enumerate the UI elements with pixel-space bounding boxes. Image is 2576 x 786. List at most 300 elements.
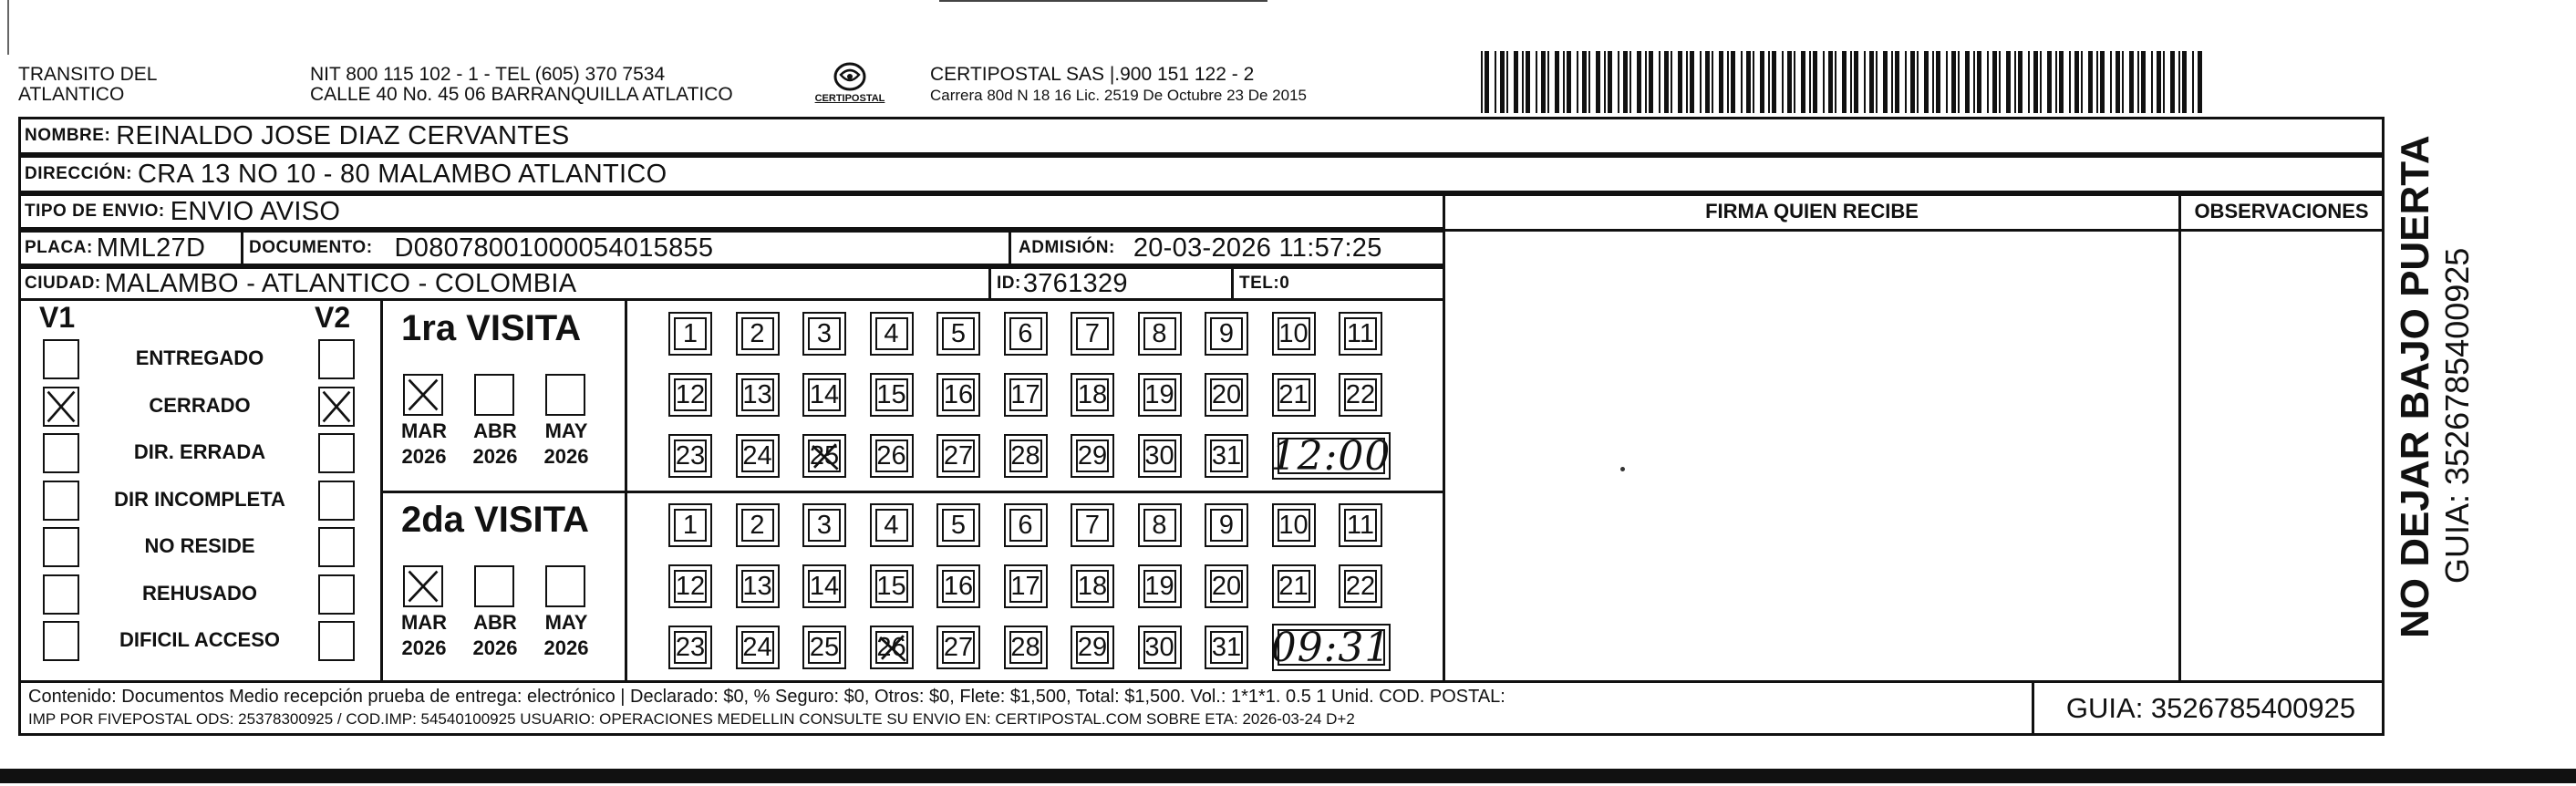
top-edge-line (939, 0, 1267, 2)
day-box[interactable] (1272, 373, 1316, 417)
day-box[interactable] (1205, 373, 1248, 417)
obs-divider (2181, 229, 2382, 232)
day-number: 10 (1278, 510, 1309, 540)
barcode-bar (1850, 51, 1852, 113)
barcode-bar (1801, 51, 1805, 113)
admision-label: ADMISIÓN: (1019, 238, 1115, 257)
day-number: 14 (809, 379, 840, 409)
day-number: 6 (1018, 318, 1033, 348)
day-box[interactable] (802, 564, 846, 608)
day-box[interactable] (936, 564, 980, 608)
status-label: CERRADO (149, 393, 251, 417)
barcode-bar (2100, 51, 2105, 113)
month-name: MAR (400, 419, 448, 442)
day-number: 29 (1077, 632, 1108, 662)
month-name: ABR (473, 611, 517, 634)
day-box[interactable] (668, 564, 712, 608)
visit-time: 12:00 (1270, 432, 1391, 480)
v2-checkbox[interactable] (318, 433, 355, 473)
tipo-envio-value: ENVIO AVISO (170, 196, 341, 226)
status-section (18, 301, 383, 683)
barcode-bar (1671, 51, 1672, 113)
barcode-bar (1678, 51, 1682, 113)
day-number: 7 (1084, 510, 1101, 540)
barcode-bar (1588, 51, 1590, 113)
day-number: 23 (675, 440, 706, 471)
day-box[interactable] (802, 503, 846, 547)
barcode-bar (2074, 51, 2079, 113)
day-box[interactable] (668, 503, 712, 547)
day-box[interactable] (736, 503, 780, 547)
barcode-bar (1514, 51, 1518, 113)
barcode-bar (1910, 51, 1915, 113)
day-number: 11 (1346, 318, 1375, 348)
day-box[interactable] (1138, 434, 1182, 478)
barcode-bar (1700, 51, 1702, 113)
barcode-bar (1629, 51, 1631, 113)
day-box[interactable] (870, 373, 914, 417)
bottom-border (0, 769, 2576, 783)
day-box[interactable] (1205, 564, 1248, 608)
barcode-bar (1563, 51, 1565, 113)
barcode-bar (1772, 51, 1776, 113)
barcode-bar (1645, 51, 1647, 113)
day-number: 26 (876, 440, 906, 471)
day-number: 28 (1010, 440, 1040, 471)
day-number: 2 (750, 510, 765, 540)
barcode-bar (1746, 51, 1751, 113)
day-number: 19 (1144, 571, 1174, 601)
placa-cell (21, 233, 243, 264)
barcode-bar (1768, 51, 1770, 113)
day-box[interactable] (1339, 373, 1382, 417)
month-checkbox[interactable] (403, 565, 443, 607)
month-name: MAY (544, 419, 588, 442)
day-number: 21 (1278, 379, 1309, 409)
barcode-bar (1787, 51, 1792, 113)
day-box[interactable] (1339, 564, 1382, 608)
barcode-bar (1500, 51, 1505, 113)
left-edge-line (7, 0, 9, 55)
company-name-line1: TRANSITO DEL (18, 64, 158, 85)
day-number: 26 (876, 632, 906, 662)
day-number: 17 (1010, 571, 1040, 601)
barcode-bar (1958, 51, 1960, 113)
admision-value: 20-03-2026 11:57:25 (1133, 233, 1382, 263)
footer-imp-line: IMP POR FIVEPOSTAL ODS: 25378300925 / COD.IMP: 54540100925 USUARIO: OPERACIONES MEDELLIN CONSULTE SU ENVIO EN: CERTIPOSTAL.COM SOBRE ETA: 2026-03-24 D+2 (28, 710, 1355, 728)
barcode-bar (2151, 51, 2153, 113)
day-number: 14 (809, 571, 840, 601)
barcode-bar (1864, 51, 1866, 113)
barcode-bar (2129, 51, 2134, 113)
placa-row (18, 230, 1445, 266)
side-warning-text: NO DEJAR BAJO PUERTA (2393, 135, 2437, 638)
day-box[interactable] (1071, 373, 1114, 417)
id-value: 3761329 (1022, 268, 1128, 298)
barcode-bar (2088, 51, 2093, 113)
footer-guia-text: GUIA: 3526785400925 (2065, 691, 2356, 724)
barcode-bar (1604, 51, 1606, 113)
day-number: 13 (742, 379, 772, 409)
barcode-bar (1782, 51, 1784, 113)
day-number: 9 (1218, 318, 1235, 348)
barcode-bar (1596, 51, 1600, 113)
day-box[interactable] (936, 626, 980, 669)
v2-checkbox[interactable] (318, 527, 355, 567)
company-name-line2: ATLANTICO (18, 84, 125, 105)
id-cell (991, 269, 1234, 298)
day-box[interactable] (870, 564, 914, 608)
footer-guia-box (2032, 683, 2387, 733)
day-number: 8 (1152, 318, 1167, 348)
barcode (1477, 51, 2207, 113)
month-checkbox[interactable] (474, 565, 514, 607)
day-number: 7 (1084, 318, 1101, 348)
barcode-bar (1977, 51, 1981, 113)
day-number: 22 (1345, 571, 1376, 601)
v1-checkbox[interactable] (43, 621, 79, 661)
day-number: 3 (816, 318, 833, 348)
day-box[interactable] (1339, 503, 1382, 547)
day-box[interactable] (1004, 434, 1048, 478)
day-box[interactable] (736, 626, 780, 669)
day-box[interactable] (1071, 626, 1114, 669)
day-box[interactable] (668, 312, 712, 356)
day-number: 18 (1077, 379, 1108, 409)
day-box[interactable] (802, 373, 846, 417)
day-number: 3 (816, 510, 833, 540)
barcode-bar (2018, 51, 2023, 113)
month-checkbox[interactable] (403, 374, 443, 416)
month-year: 2026 (401, 445, 447, 468)
status-label: DIFICIL ACCESO (119, 628, 280, 651)
day-box[interactable] (736, 434, 780, 478)
month-name: MAR (400, 611, 448, 634)
barcode-bar (1760, 51, 1764, 113)
barcode-bar (1965, 51, 1970, 113)
barcode-bar (1917, 51, 1919, 113)
month-year: 2026 (472, 445, 518, 468)
v1-checkbox[interactable] (43, 433, 79, 473)
barcode-bar (2116, 51, 2120, 113)
barcode-bar (1555, 51, 1559, 113)
barcode-bar (2178, 51, 2180, 113)
barcode-bar (1987, 51, 1989, 113)
day-box[interactable] (1138, 373, 1182, 417)
direccion-label: DIRECCIÓN: (25, 164, 132, 183)
barcode-graphic (1477, 51, 2207, 113)
day-box[interactable] (1071, 503, 1114, 547)
day-number: 21 (1278, 571, 1309, 601)
tipo-envio-row (18, 193, 1445, 230)
barcode-bar (1541, 51, 1546, 113)
v1-checkbox[interactable] (43, 339, 79, 379)
barcode-bar (1854, 51, 1858, 113)
nit-line: NIT 800 115 102 - 1 - TEL (605) 370 7534 (310, 64, 666, 85)
day-box[interactable] (870, 626, 914, 669)
day-number: 12 (675, 571, 706, 601)
barcode-bar (1973, 51, 1975, 113)
day-box[interactable] (1004, 564, 1048, 608)
firma-column (1443, 193, 2181, 683)
day-number: 20 (1211, 379, 1242, 409)
day-box[interactable] (1272, 564, 1316, 608)
tipo-envio-label: TIPO DE ENVIO: (25, 202, 165, 221)
day-number: 5 (950, 318, 967, 348)
barcode-bar (1891, 51, 1893, 113)
barcode-bar (1649, 51, 1653, 113)
day-box[interactable] (668, 434, 712, 478)
barcode-bar (1741, 51, 1743, 113)
day-box[interactable] (668, 626, 712, 669)
day-box[interactable] (936, 434, 980, 478)
day-box[interactable] (1138, 312, 1182, 356)
tel-label: TEL: (1239, 274, 1280, 293)
day-box[interactable] (1138, 564, 1182, 608)
observaciones-header: OBSERVACIONES (2194, 200, 2369, 222)
day-number: 30 (1144, 440, 1174, 471)
firma-header: FIRMA QUIEN RECIBE (1705, 200, 1919, 222)
barcode-bar (2157, 51, 2161, 113)
certipostal-logo (812, 58, 888, 109)
day-box[interactable] (1205, 312, 1248, 356)
day-number: 30 (1144, 632, 1174, 662)
day-box[interactable] (870, 503, 914, 547)
barcode-bar (2163, 51, 2165, 113)
visits-row-divider (383, 491, 1443, 493)
v2-checkbox[interactable] (318, 481, 355, 521)
day-number: 27 (943, 632, 974, 662)
id-label: ID: (997, 274, 1021, 293)
admision-cell (1011, 233, 1382, 264)
day-number: 22 (1345, 379, 1376, 409)
barcode-bar (1842, 51, 1847, 113)
day-box[interactable] (936, 503, 980, 547)
barcode-bar (1999, 51, 2001, 113)
day-box[interactable] (1004, 312, 1048, 356)
v2-checkbox[interactable] (318, 387, 355, 427)
day-box[interactable] (1205, 434, 1248, 478)
day-box[interactable] (870, 312, 914, 356)
day-box[interactable] (802, 312, 846, 356)
barcode-bar (1936, 51, 1940, 113)
day-box[interactable] (1138, 503, 1182, 547)
barcode-bar (1522, 51, 1524, 113)
barcode-bar (1905, 51, 1907, 113)
footer (18, 683, 2385, 736)
v1-checkbox[interactable] (43, 481, 79, 521)
barcode-bar (1895, 51, 1899, 113)
documento-label: DOCUMENTO: (249, 238, 373, 257)
day-number: 19 (1144, 379, 1174, 409)
day-box[interactable] (936, 373, 980, 417)
barcode-bar (1946, 51, 1948, 113)
visits-section (380, 301, 1445, 683)
barcode-bar (2170, 51, 2175, 113)
v2-heading: V2 (315, 301, 351, 334)
ciudad-row (18, 266, 1445, 301)
day-number: 12 (675, 379, 706, 409)
documento-cell (243, 233, 1011, 264)
barcode-bar (2069, 51, 2071, 113)
carrier-line: CERTIPOSTAL SAS |.900 151 122 - 2 (930, 64, 1255, 85)
day-number: 17 (1010, 379, 1040, 409)
barcode-bar (1618, 51, 1619, 113)
day-box[interactable] (1004, 373, 1048, 417)
barcode-bar (1567, 51, 1571, 113)
barcode-bar (1823, 51, 1825, 113)
barcode-bar (1835, 51, 1836, 113)
v1-heading: V1 (39, 301, 76, 334)
month-checkbox[interactable] (545, 374, 585, 416)
month-checkbox[interactable] (474, 374, 514, 416)
barcode-bar (2081, 51, 2083, 113)
barcode-bar (2014, 51, 2016, 113)
barcode-bar (1536, 51, 1537, 113)
day-number: 16 (943, 379, 974, 409)
month-year: 2026 (543, 636, 589, 659)
day-number: 23 (675, 632, 706, 662)
barcode-bar (1727, 51, 1729, 113)
barcode-bar (1690, 51, 1694, 113)
direccion-value: CRA 13 NO 10 - 80 MALAMBO ATLANTICO (137, 159, 667, 189)
barcode-bar (2040, 51, 2042, 113)
tel-value: 0 (1279, 274, 1290, 293)
barcode-bar (2110, 51, 2112, 113)
barcode-bar (1485, 51, 1489, 113)
day-box[interactable] (1071, 312, 1114, 356)
day-number: 10 (1278, 318, 1309, 348)
barcode-bar (2192, 51, 2194, 113)
barcode-bar (1526, 51, 1530, 113)
day-box[interactable] (1205, 626, 1248, 669)
status-label: DIR INCOMPLETA (114, 487, 285, 511)
barcode-bar (1951, 51, 1956, 113)
day-box[interactable] (1272, 312, 1316, 356)
barcode-bar (2055, 51, 2057, 113)
nombre-value: REINALDO JOSE DIAZ CERVANTES (116, 120, 570, 150)
barcode-bar (1686, 51, 1688, 113)
day-box[interactable] (870, 434, 914, 478)
barcode-bar (1869, 51, 1874, 113)
barcode-bar (2198, 51, 2202, 113)
stray-dot (1620, 467, 1625, 471)
barcode-bar (1582, 51, 1587, 113)
day-number: 25 (809, 632, 840, 662)
day-number: 6 (1018, 510, 1033, 540)
footer-contenido: Contenido: Documentos Medio recepción prueba de entrega: electrónico | Declarado: $0, % Seguro: $0, Otros: $0, Flete: $1,500, Total: $1,500. Vol.: 1*1*1. 0.5 1 Unid. COD. POSTAL: (28, 687, 1505, 707)
day-number: 25 (809, 440, 840, 471)
barcode-bar (1753, 51, 1754, 113)
visit-title: 2da VISITA (401, 500, 589, 540)
barcode-bar (1623, 51, 1628, 113)
documento-value: D08078001000054015855 (394, 233, 714, 263)
month-checkbox[interactable] (545, 565, 585, 607)
barcode-bar (2141, 51, 2146, 113)
v1-checkbox[interactable] (43, 387, 79, 427)
day-box[interactable] (736, 312, 780, 356)
month-year: 2026 (472, 636, 518, 659)
barcode-bar (2006, 51, 2011, 113)
day-number: 28 (1010, 632, 1040, 662)
v2-checkbox[interactable] (318, 339, 355, 379)
ciudad-cell (21, 269, 991, 298)
visit-title: 1ra VISITA (401, 308, 582, 348)
day-number: 13 (742, 571, 772, 601)
day-number: 4 (884, 318, 899, 348)
day-box[interactable] (1339, 312, 1382, 356)
day-number: 2 (750, 318, 765, 348)
day-box[interactable] (1071, 564, 1114, 608)
day-box[interactable] (736, 564, 780, 608)
barcode-bar (2122, 51, 2124, 113)
day-box[interactable] (1138, 626, 1182, 669)
day-number: 4 (884, 510, 899, 540)
barcode-bar (1577, 51, 1578, 113)
day-number: 8 (1152, 510, 1167, 540)
barcode-bar (2096, 51, 2098, 113)
v1-checkbox[interactable] (43, 574, 79, 615)
barcode-bar (1883, 51, 1888, 113)
day-box[interactable] (668, 373, 712, 417)
barcode-bar (2028, 51, 2030, 113)
address-line: CALLE 40 No. 45 06 BARRANQUILLA ATLATICO (310, 84, 733, 105)
day-box[interactable] (802, 434, 846, 478)
day-number: 31 (1211, 632, 1242, 662)
day-number: 29 (1077, 440, 1108, 471)
barcode-bar (1932, 51, 1934, 113)
day-box[interactable] (936, 312, 980, 356)
direccion-row (18, 155, 2385, 193)
firma-divider (1445, 229, 2178, 232)
v2-checkbox[interactable] (318, 621, 355, 661)
placa-label: PLACA: (25, 238, 93, 257)
day-box[interactable] (1272, 503, 1316, 547)
v2-checkbox[interactable] (318, 574, 355, 615)
tel-cell (1234, 269, 1289, 298)
day-number: 1 (682, 510, 698, 540)
ciudad-label: CIUDAD: (25, 274, 101, 293)
day-box[interactable] (736, 373, 780, 417)
barcode-bar (1924, 51, 1929, 113)
barcode-bar (1813, 51, 1817, 113)
barcode-bar (1992, 51, 1997, 113)
barcode-bar (1659, 51, 1660, 113)
barcode-bar (2033, 51, 2038, 113)
barcode-bar (1481, 51, 1483, 113)
barcode-bar (2047, 51, 2052, 113)
placa-value: MML27D (96, 233, 206, 263)
day-box[interactable] (1205, 503, 1248, 547)
barcode-bar (2182, 51, 2187, 113)
v1-checkbox[interactable] (43, 527, 79, 567)
day-box[interactable] (1071, 434, 1114, 478)
observaciones-column (2178, 193, 2385, 683)
day-box[interactable] (802, 626, 846, 669)
barcode-bar (1828, 51, 1833, 113)
day-box[interactable] (1004, 626, 1048, 669)
day-box[interactable] (1004, 503, 1048, 547)
barcode-bar (2137, 51, 2139, 113)
day-number: 9 (1218, 510, 1235, 540)
barcode-bar (1547, 51, 1549, 113)
day-number: 20 (1211, 571, 1242, 601)
day-number: 1 (682, 318, 698, 348)
status-label: NO RESIDE (144, 534, 255, 557)
barcode-bar (1719, 51, 1723, 113)
barcode-bar (1495, 51, 1496, 113)
barcode-bar (1794, 51, 1795, 113)
